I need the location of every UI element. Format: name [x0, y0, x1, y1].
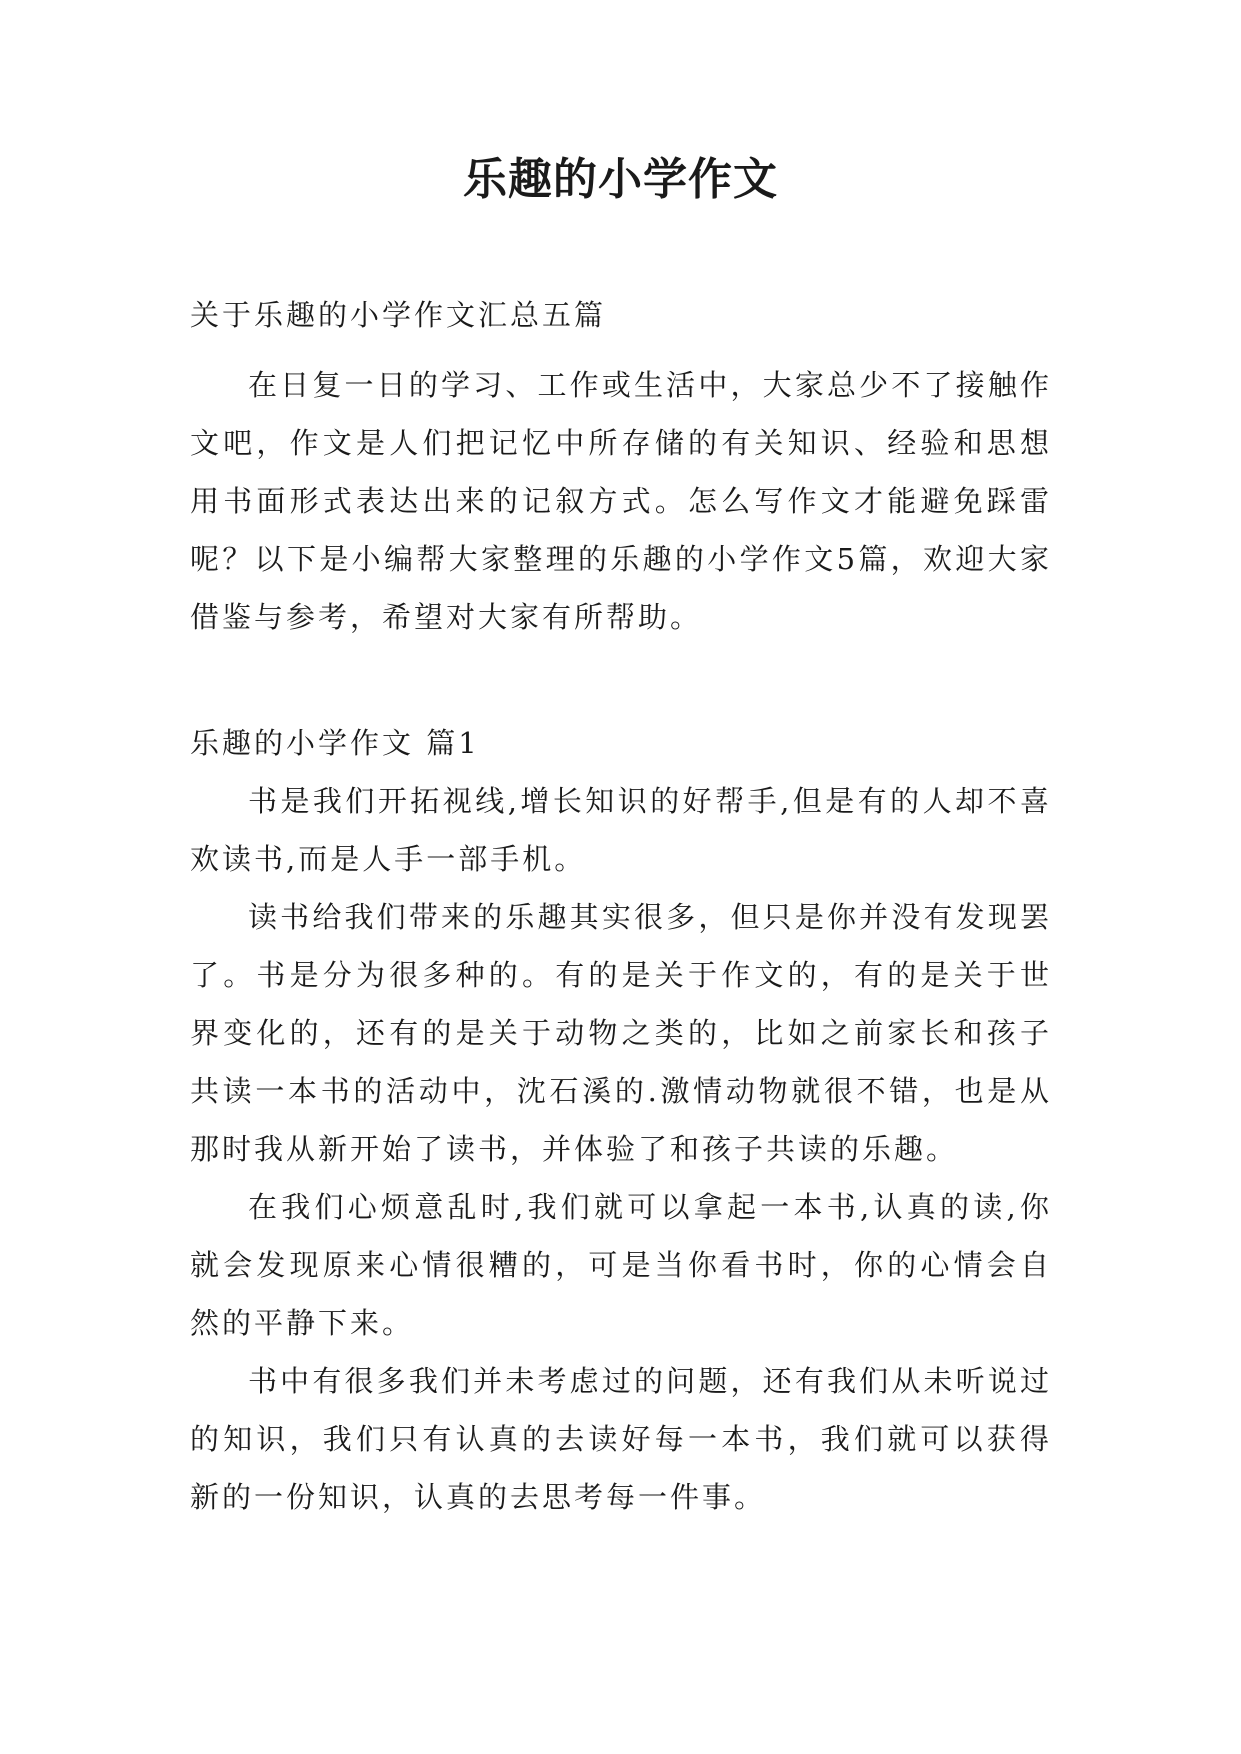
section-paragraph: 读书给我们带来的乐趣其实很多，但只是你并没有发现罢了。书是分为很多种的。有的是关于作文的，有的是关于世界变化的，还有的是关于动物之类的，比如之前家长和孩子共读一本书的活动中，沈石溪的.激情动物就很不错，也是从那时我从新开始了读书，并体验了和孩子共读的乐趣。 — [190, 900, 1052, 1166]
document-title: 乐趣的小学作文 — [463, 154, 778, 205]
document-subtitle: 关于乐趣的小学作文汇总五篇 — [190, 298, 607, 332]
intro-block — [190, 356, 1052, 646]
section-paragraph: 在我们心烦意乱时,我们就可以拿起一本书,认真的读,你就会发现原来心情很糟的，可是当你看书时，你的心情会自然的平静下来。 — [190, 1190, 1052, 1340]
section-heading: 乐趣的小学作文 篇1 — [190, 726, 480, 760]
section-paragraph: 书是我们开拓视线,增长知识的好帮手,但是有的人却不喜欢读书,而是人手一部手机。 — [190, 784, 1052, 876]
intro-paragraph: 在日复一日的学习、工作或生活中，大家总少不了接触作文吧，作文是人们把记忆中所存储的有关知识、经验和思想用书面形式表达出来的记叙方式。怎么写作文才能避免踩雷呢？以下是小编帮大家整理的乐趣的小学作文5篇，欢迎大家借鉴与参考，希望对大家有所帮助。 — [190, 368, 1052, 634]
section-1 — [190, 714, 1052, 1526]
section-paragraph: 书中有很多我们并未考虑过的问题，还有我们从未听说过的知识，我们只有认真的去读好每一本书，我们就可以获得新的一份知识，认真的去思考每一件事。 — [190, 1364, 1052, 1514]
